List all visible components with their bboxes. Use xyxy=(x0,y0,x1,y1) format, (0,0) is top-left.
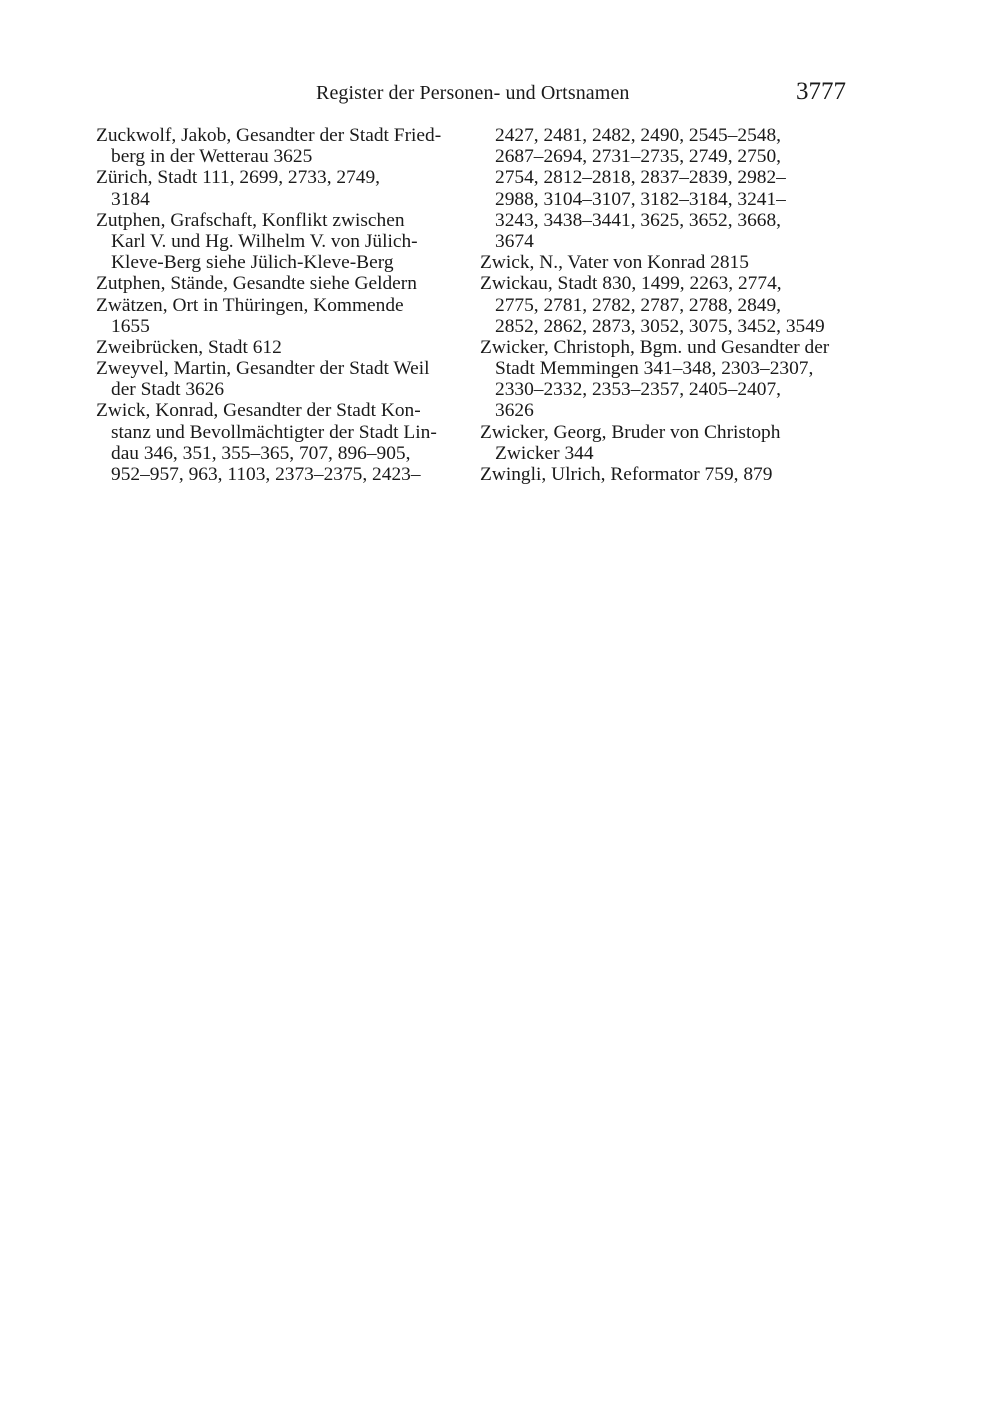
index-entry: Zwingli, Ulrich, Reformator 759, 879 xyxy=(480,464,773,485)
running-title: Register der Personen- und Ortsnamen xyxy=(316,82,630,104)
page-number: 3777 xyxy=(796,78,846,105)
index-entry: Zwicker, Georg, Bruder von Christoph xyxy=(480,421,781,443)
index-entry-continuation: 2988, 3104–3107, 3182–3184, 3241– xyxy=(495,188,786,210)
index-entry-continuation: 3674 xyxy=(495,230,534,252)
index-entry-continuation: 3184 xyxy=(111,188,150,210)
index-entry-continuation: stanz und Bevollmächtigter der Stadt Lin- xyxy=(111,421,437,443)
index-entry: Zweyvel, Martin, Gesandter der Stadt Weil xyxy=(96,358,430,380)
index-entry-continuation: Kleve-Berg siehe Jülich-Kleve-Berg xyxy=(111,252,394,274)
running-head xyxy=(96,80,846,110)
index-entry-continuation: 952–957, 963, 1103, 2373–2375, 2423– xyxy=(111,464,421,485)
index-entry-continuation: 2754, 2812–2818, 2837–2839, 2982– xyxy=(495,167,786,189)
index-entry-continuation: 2427, 2481, 2482, 2490, 2545–2548, xyxy=(495,125,782,146)
index-entry-continuation: 3243, 3438–3441, 3625, 3652, 3668, xyxy=(495,209,782,231)
index-entry-continuation: 2775, 2781, 2782, 2787, 2788, 2849, xyxy=(495,294,782,316)
index-entry: Zwicker, Christoph, Bgm. und Gesandter der xyxy=(480,336,830,358)
index-entry-continuation: 2330–2332, 2353–2357, 2405–2407, xyxy=(495,379,782,401)
index-entry-continuation: 3626 xyxy=(495,400,534,422)
index-entry: Zwickau, Stadt 830, 1499, 2263, 2774, xyxy=(480,273,782,295)
index-entry: Zürich, Stadt 111, 2699, 2733, 2749, xyxy=(96,167,381,189)
index-entry-continuation: dau 346, 351, 355–365, 707, 896–905, xyxy=(111,442,411,464)
index-entry: Zwick, Konrad, Gesandter der Stadt Kon- xyxy=(96,400,421,422)
index-entry-continuation: Zwicker 344 xyxy=(495,442,594,464)
index-entry: Zwätzen, Ort in Thüringen, Kommende xyxy=(96,294,404,316)
index-entry-continuation: 1655 xyxy=(111,315,150,337)
index-column-left xyxy=(96,125,456,485)
index-entry: Zwick, N., Vater von Konrad 2815 xyxy=(480,252,749,274)
index-entry: Zweibrücken, Stadt 612 xyxy=(96,336,282,358)
index-entry: Zutphen, Stände, Gesandte siehe Geldern xyxy=(96,273,417,295)
index-column-right xyxy=(480,125,852,485)
index-entry-continuation: Karl V. und Hg. Wilhelm V. von Jülich- xyxy=(111,230,418,252)
index-entry-continuation: berg in der Wetterau 3625 xyxy=(111,146,313,168)
index-entry-continuation: 2687–2694, 2731–2735, 2749, 2750, xyxy=(495,146,782,168)
index-entry-continuation: Stadt Memmingen 341–348, 2303–2307, xyxy=(495,358,814,380)
index-entry-continuation: 2852, 2862, 2873, 3052, 3075, 3452, 3549 xyxy=(495,315,825,337)
index-entry-continuation: der Stadt 3626 xyxy=(111,379,225,401)
index-entry: Zuckwolf, Jakob, Gesandter der Stadt Fried- xyxy=(96,125,442,146)
index-entry: Zutphen, Grafschaft, Konflikt zwischen xyxy=(96,209,405,231)
